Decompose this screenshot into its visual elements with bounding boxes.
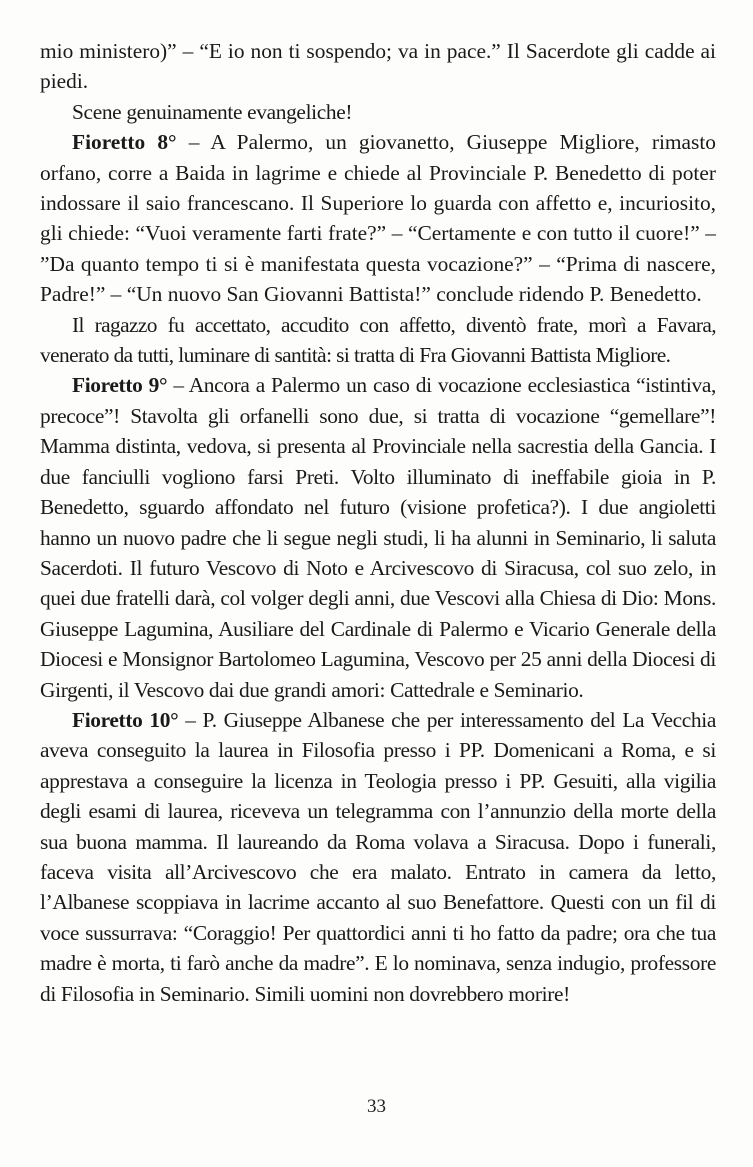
paragraph-2 bbox=[40, 97, 716, 127]
fioretto-9-text: – Ancora a Palermo un caso di vocazione ecclesiastica “istintiva, precoce”! Stavolta gli orfanelli sono due, si tratta di vocazione “gemellare”! Mamma distinta, vedova, si presenta al Provinciale nella sacrestia della Gancia. I due fanciulli vogliono farsi Preti. Volto illuminato di ineffabile gioia in P. Benedetto, sguardo affondato nel futuro (visione profetica?). I due angioletti hanno un nuovo padre che li segue negli studi, li ha alunni in Seminario, li saluta Sacerdoti. Il futuro Vescovo di Noto e Arcivescovo di Siracusa, col suo zelo, in quei due fratelli darà, col volger degli anni, due Vescovi alla Chiesa di Dio: Mons. Giuseppe Lagumina, Ausiliare del Cardinale di Palermo e Vicario Generale della Diocesi e Monsignor Bartolomeo Lagumina, Vescovo per 25 anni della Diocesi di Girgenti, il Vescovo dai due grandi amori: Cattedrale e Seminario. bbox=[40, 373, 716, 702]
fioretto-8-text: – A Palermo, un giovanetto, Giuseppe Migliore, rimasto orfano, corre a Baida in lagrime e chiede al Provinciale P. Benedetto di poter indossare il saio francescano. Il Superiore lo guarda con affetto e, incuriosito, gli chiede: “Vuoi veramente farti frate?” – “Certamente e con tutto il cuore!” – ”Da quanto tempo ti si è manifestata questa vocazione?” – “Prima di nascere, Padre!” – “Un nuovo San Giovanni Battista!” conclude ridendo P. Benedetto. bbox=[40, 130, 716, 307]
paragraph-fioretto-9 bbox=[40, 370, 716, 704]
body-text bbox=[40, 36, 716, 1009]
fioretto-9-heading: Fioretto 9° bbox=[72, 373, 168, 398]
paragraph-2-text: Scene genuinamente evangeliche! bbox=[72, 99, 353, 124]
paragraph-4 bbox=[40, 310, 716, 371]
page-number: 33 bbox=[367, 1096, 386, 1117]
fioretto-10-text: – P. Giuseppe Albanese che per interessamento del La Vecchia aveva conseguito la laurea in Filosofia presso i PP. Domenicani a Roma, e si apprestava a conseguire la licenza in Teologia presso i PP. Gesuiti, alla vigilia degli esami di laurea, riceveva un telegramma con l’annunzio della morte della sua buona mamma. Il laureando da Roma volava a Siracusa. Dopo i funerali, faceva visita all’Arcivescovo che era malato. Entrato in camera da letto, l’Albanese scoppiava in lacrime accanto al suo Benefattore. Questi con un fil di voce sussurrava: “Coraggio! Per quattordici anni ti ho fatto da padre; ora che tua madre è morta, ti farò anche da madre”. E lo nominava, senza indugio, professore di Filosofia in Seminario. Simili uomini non dovrebbero morire! bbox=[40, 707, 717, 1006]
fioretto-10-heading: Fioretto 10° bbox=[72, 707, 179, 732]
paragraph-1 bbox=[40, 36, 716, 97]
paragraph-fioretto-8 bbox=[40, 127, 716, 309]
paragraph-fioretto-10 bbox=[40, 705, 716, 1009]
paragraph-4-text: Il ragazzo fu accettato, accudito con affetto, diventò frate, morì a Favara, venerato da tutti, luminare di santità: si tratta di Fra Giovanni Battista Migliore. bbox=[40, 312, 716, 368]
fioretto-8-heading: Fioretto 8° bbox=[72, 130, 177, 155]
paragraph-1-text: mio ministero)” – “E io non ti sospendo; va in pace.” Il Sacerdote gli cadde ai piedi. bbox=[40, 39, 716, 94]
